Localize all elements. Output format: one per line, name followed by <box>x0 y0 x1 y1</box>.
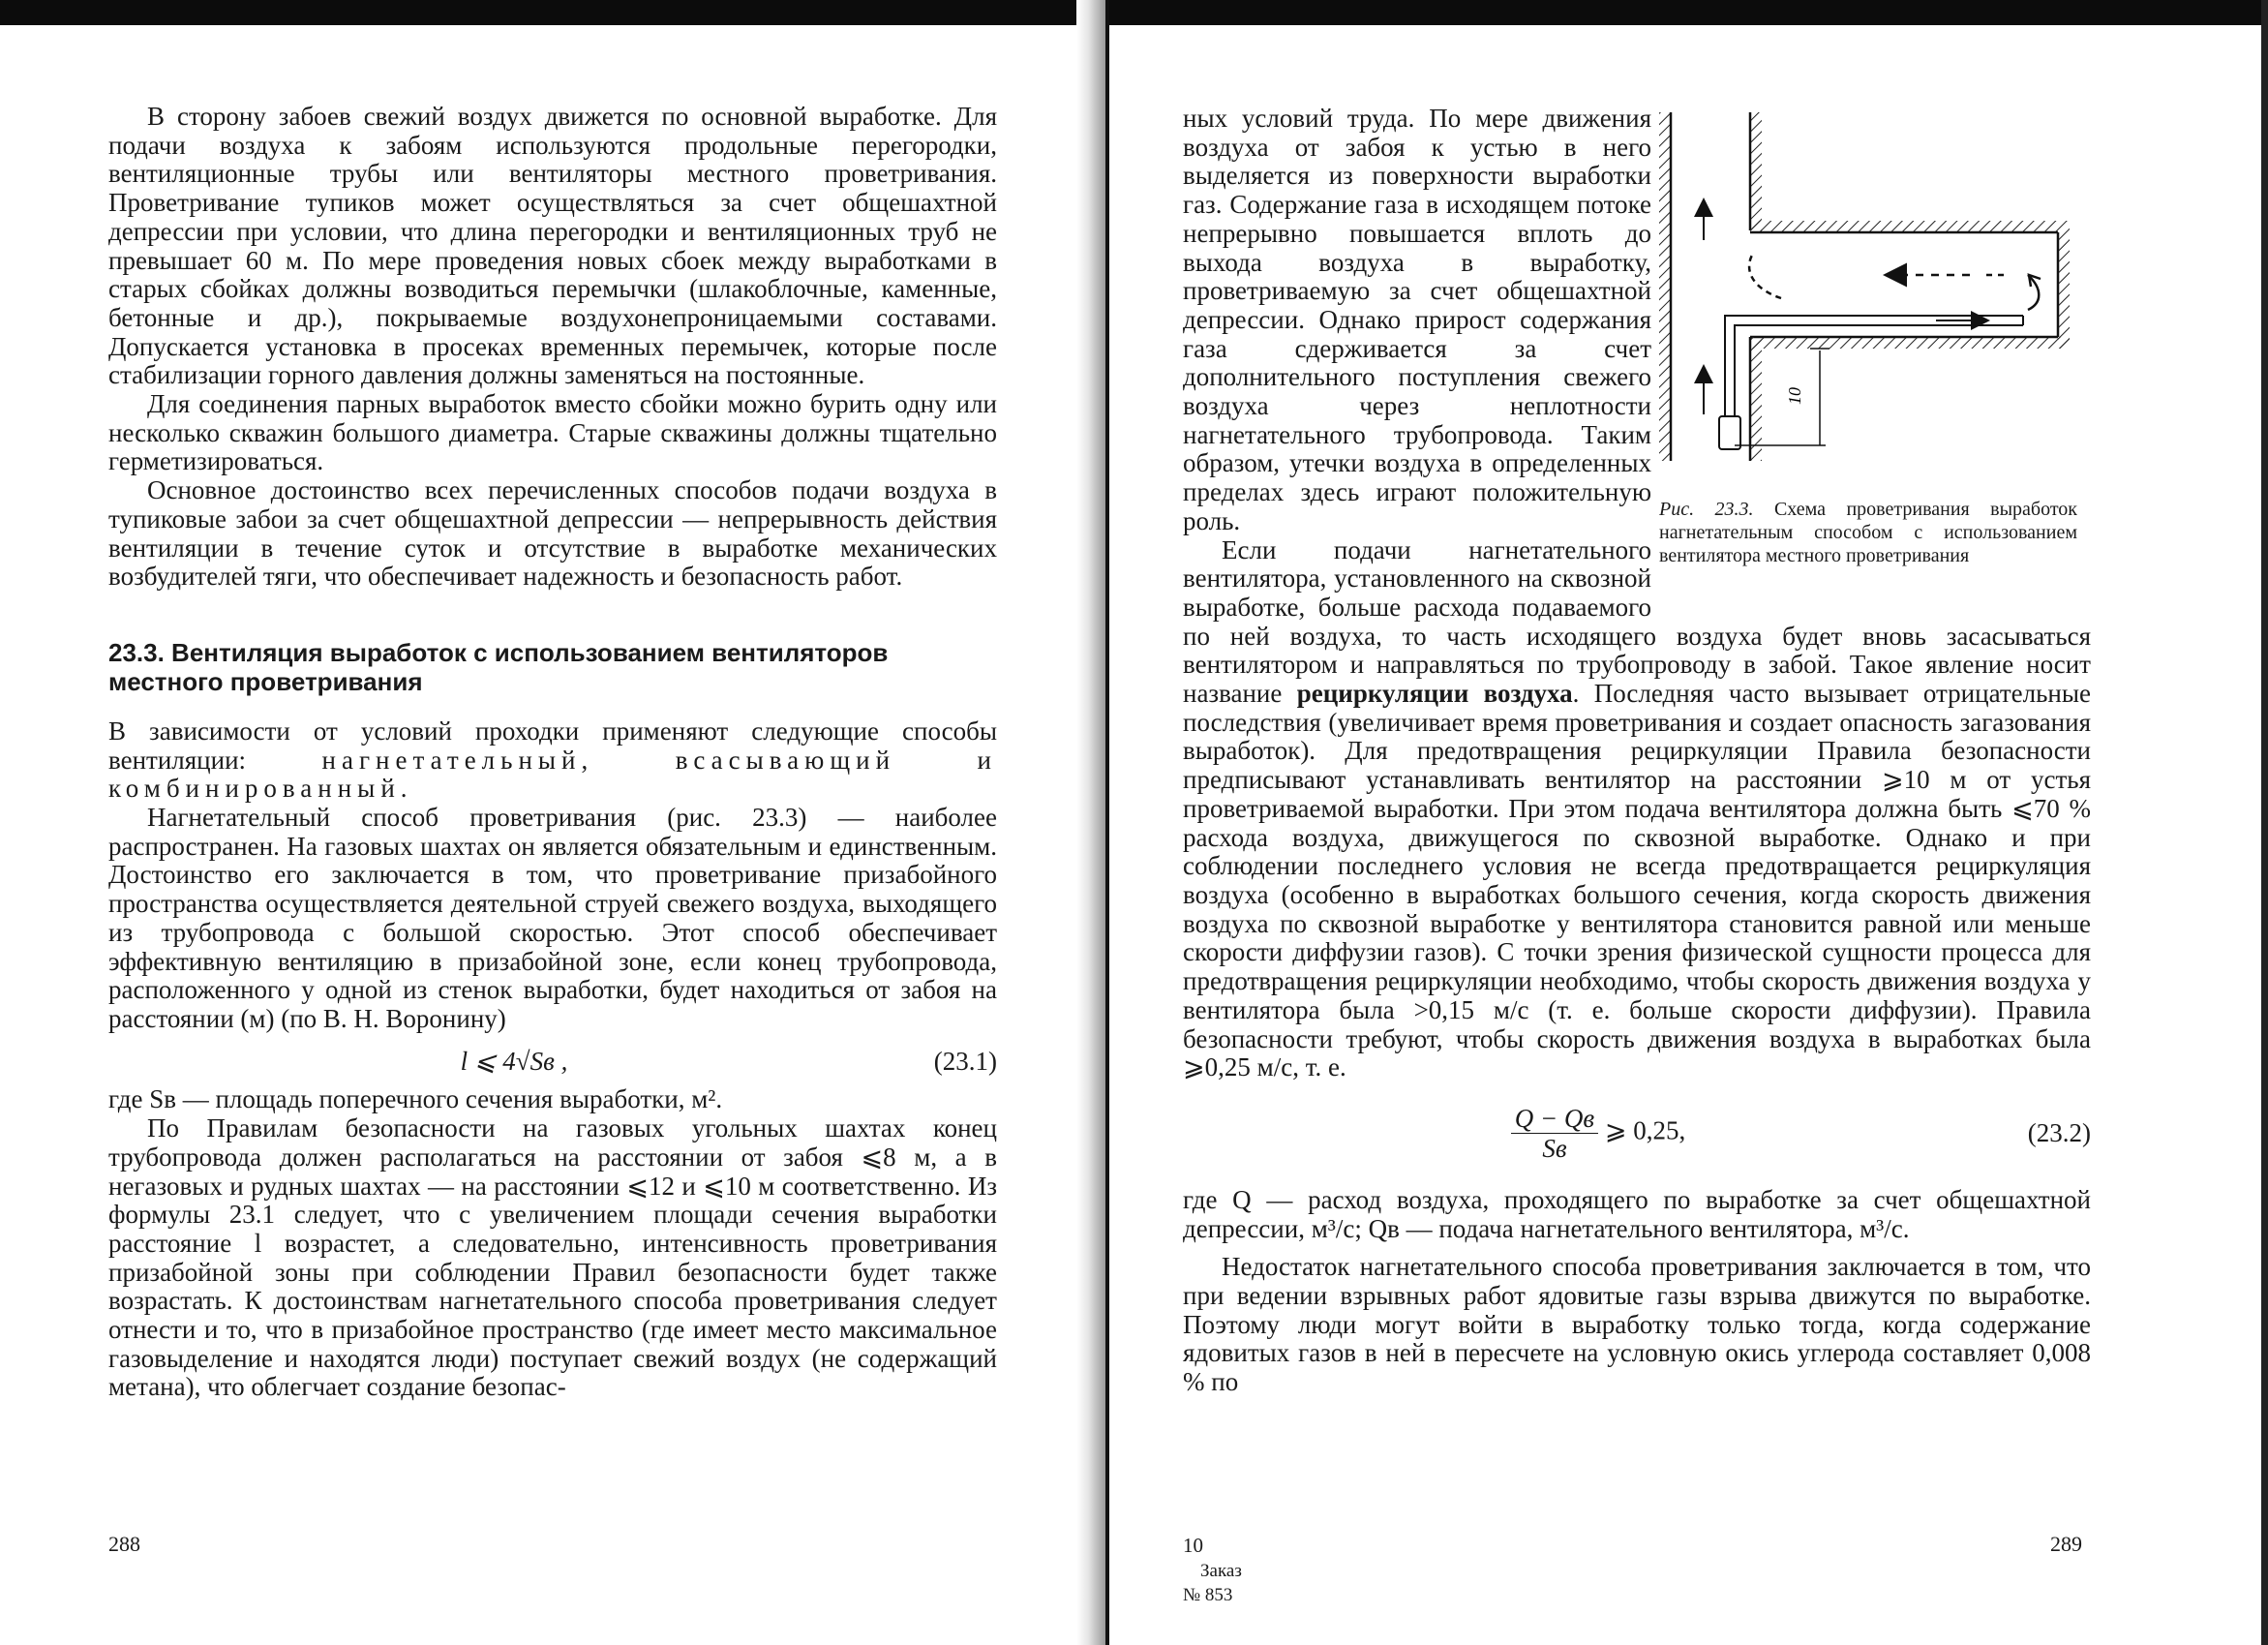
formula-rhs: ⩾ 0,25, <box>1604 1115 1686 1145</box>
paragraph: ных условий труда. По мере движения воздуха от забоя к устью в него выделяется из поверхности выработки газ. Содержание газа в исходящем потоке непрерывно повышается вплоть до выхода воздуха в выработку, проветриваемую за счет общешахтной депрессии. Однако прирост содержания газа сдерживается за счет дополнительного поступления свежего воздуха через неплотности нагнетательного трубопровода. Таким образом, утечки воздуха в определенных пределах здесь играют положительную роль. <box>1183 104 1651 535</box>
scan-top-band <box>0 0 2268 25</box>
fan-icon <box>1719 416 1740 449</box>
page-number: 289 <box>2050 1532 2082 1556</box>
page-number: 288 <box>108 1532 140 1556</box>
paragraph-text: В зависимости от условий проходки применяют следующие способы вентиляции: <box>108 716 997 775</box>
paragraph: Недостаток нагнетательного способа проветривания заключается в том, что при ведении взрывных работ ядовитые газы взрыва движутся по выработке. Поэтому люди могут войти в выработку только тогда, когда содержание ядовитых газов в ней в пересчете на условную окись углерода составляет 0,008 % по <box>1183 1252 2091 1397</box>
rock-floor <box>1750 337 2070 349</box>
caption-label: Рис. 23.3. <box>1659 499 1754 520</box>
paragraph <box>108 717 997 804</box>
caption-text: Схема проветривания выработок нагнетательным способом с использованием вентилятора местного проветривания <box>1659 499 2078 566</box>
book-spine <box>1105 0 1109 1645</box>
flow-turn-arrow <box>1749 252 1781 298</box>
paragraph: где Sв — площадь поперечного сечения выработки, м². <box>108 1084 723 1114</box>
paragraph-text: Если подачи нагнетательного <box>1222 534 1651 564</box>
paragraph: где Q — расход воздуха, проходящего по выработке за счет общешахтной депрессии, м³/с; Qв — подача нагнетательного вентилятора, м³/с. <box>1183 1184 2091 1243</box>
formula-expression: l ⩽ 4√Sв , <box>460 1046 568 1076</box>
formula-expression <box>1183 1104 2013 1163</box>
fraction <box>1511 1104 1598 1163</box>
rock-wall-lower <box>1750 337 1762 461</box>
formula-23-1 <box>108 1048 997 1077</box>
signature-number: 10 <box>1183 1534 1203 1557</box>
paragraph-text: вентилятора, установленного на сквозной выработке, больше расхода подаваемого по ней воздуха, то часть исходящего воздуха будет вновь засасываться вентилятором и направляться по трубопроводу в забой. Такое явление носит название <box>1183 564 2091 709</box>
paragraph-text: . Последняя часто вызывает отрицательные последствия (увеличивает время проветривания и создает опасность загазования выработок). Для предотвращения рециркуляции Правила безопасности предписывают устанавливать вентилятор на расстоянии ⩾10 м от устья проветриваемой выработки. При этом подача вентилятора должна быть ⩽70 % расхода воздуха, движущегося по сквозной выработке. Однако и при соблюдении последнего условия не всегда предотвращается рециркуляция воздуха (особенно в выработках большого сечения, когда скорость движения воздуха по сквозной выработке у вентилятора становится равной или меньше скорости диффузии газов). С точки зрения физической сущности процесса для предотвращения рециркуляции необходимо, чтобы скорость движения воздуха у вентилятора была >0,15 м/с (т. е. больше скорости диффузии). Правила безопасности требуют, чтобы скорость движения воздуха в выработках была ⩾0,25 м/с, т. е. <box>1183 679 2092 1082</box>
paragraph: Для соединения парных выработок вместо сбойки можно бурить одну или несколько скважин большого диаметра. Старые скважины должны тщательно герметизироваться. <box>108 389 997 476</box>
signature-footer <box>1183 1534 1242 1606</box>
method-terms: нагнетательный, всасывающий и комбинированный. <box>108 745 998 804</box>
paragraph: Основное достоинство всех перечисленных способов подачи воздуха в тупиковые забои за счет общешахтной депрессии — непрерывность действия вентиляции в течение суток и отсутствие в выработке механических возбудителей тяги, что обеспечивает надежность и безопасность работ. <box>108 475 997 592</box>
left-text-column <box>108 103 997 1402</box>
formula-number: (23.2) <box>2027 1117 2091 1147</box>
scan-right-edge <box>2261 0 2268 1645</box>
paragraph <box>1183 536 2091 1082</box>
ventilation-duct <box>1725 316 2023 416</box>
rock-roof <box>1750 221 2058 232</box>
dimension-label: 10 <box>1785 387 1804 405</box>
paragraph: По Правилам безопасности на газовых угольных шахтах конец трубопровода должен располагаться на расстоянии от забоя ⩽8 м, а в негазовых и рудных шахтах — на расстоянии ⩽12 и ⩽10 м соответственно. Из формулы 23.1 следует, что с увеличением площади сечения выработки расстояние l возрастет, а следовательно, интенсивность проветривания призабойной зоны при соблюдении Правил безопасности будет также возрастать. К достоинствам нагнетательного способа проветривания следует отнести и то, что в призабойное пространство (где имеет место максимальное газовыделение и находятся люди) поступает свежий воздух (не содержащий метана), что облегчает создание безопас- <box>108 1113 997 1402</box>
fraction-numerator: Q − Qв <box>1511 1104 1598 1134</box>
spine-shadow <box>1076 0 1105 1645</box>
order-number: Заказ № 853 <box>1183 1561 1242 1605</box>
paragraph: Нагнетательный способ проветривания (рис. 23.3) — наиболее распространен. На газовых шахтах он является обязательным и единственным. Достоинство его заключается в том, что проветривание призабойного пространства осуществляется деятельной струей свежего воздуха, выходящего из трубопровода с большой скоростью. Этот способ обеспечивает эффективную вентиляцию в призабойной зоне, если конец трубопровода, расположенного у одной из стенок выработки, будет находиться от забоя на расстоянии (м) (по В. Н. Воронину) <box>108 803 997 1033</box>
figure-23-3-ventilation-diagram <box>1646 105 2101 482</box>
paragraph: В сторону забоев свежий воздух движется по основной выработке. Для подачи воздуха к забоям используются продольные перегородки, вентиляционные трубы или вентиляторы местного проветривания. Проветривание тупиков может осуществляться за счет общешахтной депрессии при условии, что длина перегородки и вентиляционных труб не превышает 60 м. По мере проведения новых сбоек между выработками в старых сбойках должны возводиться перемычки (шлакоблочные, каменные, бетонные и др.), покрываемые воздухонепроницаемыми составами. Допускается установка в просеках временных перемычек, которые после стабилизации горного давления должны заменяться на постоянные. <box>108 102 997 390</box>
rock-wall-upper <box>1750 112 1762 232</box>
figure-caption <box>1659 498 2077 567</box>
fraction-denominator: Sв <box>1542 1133 1567 1163</box>
rock-wall-left <box>1659 112 1671 461</box>
term-recirculation: рециркуляции воздуха <box>1296 679 1573 709</box>
section-heading: 23.3. Вентиляция выработок с использованием вентиляторов местного проветривания <box>108 637 889 696</box>
formula-number: (23.1) <box>933 1046 997 1076</box>
formula-23-2 <box>1183 1104 2091 1163</box>
rock-face <box>2058 221 2070 349</box>
